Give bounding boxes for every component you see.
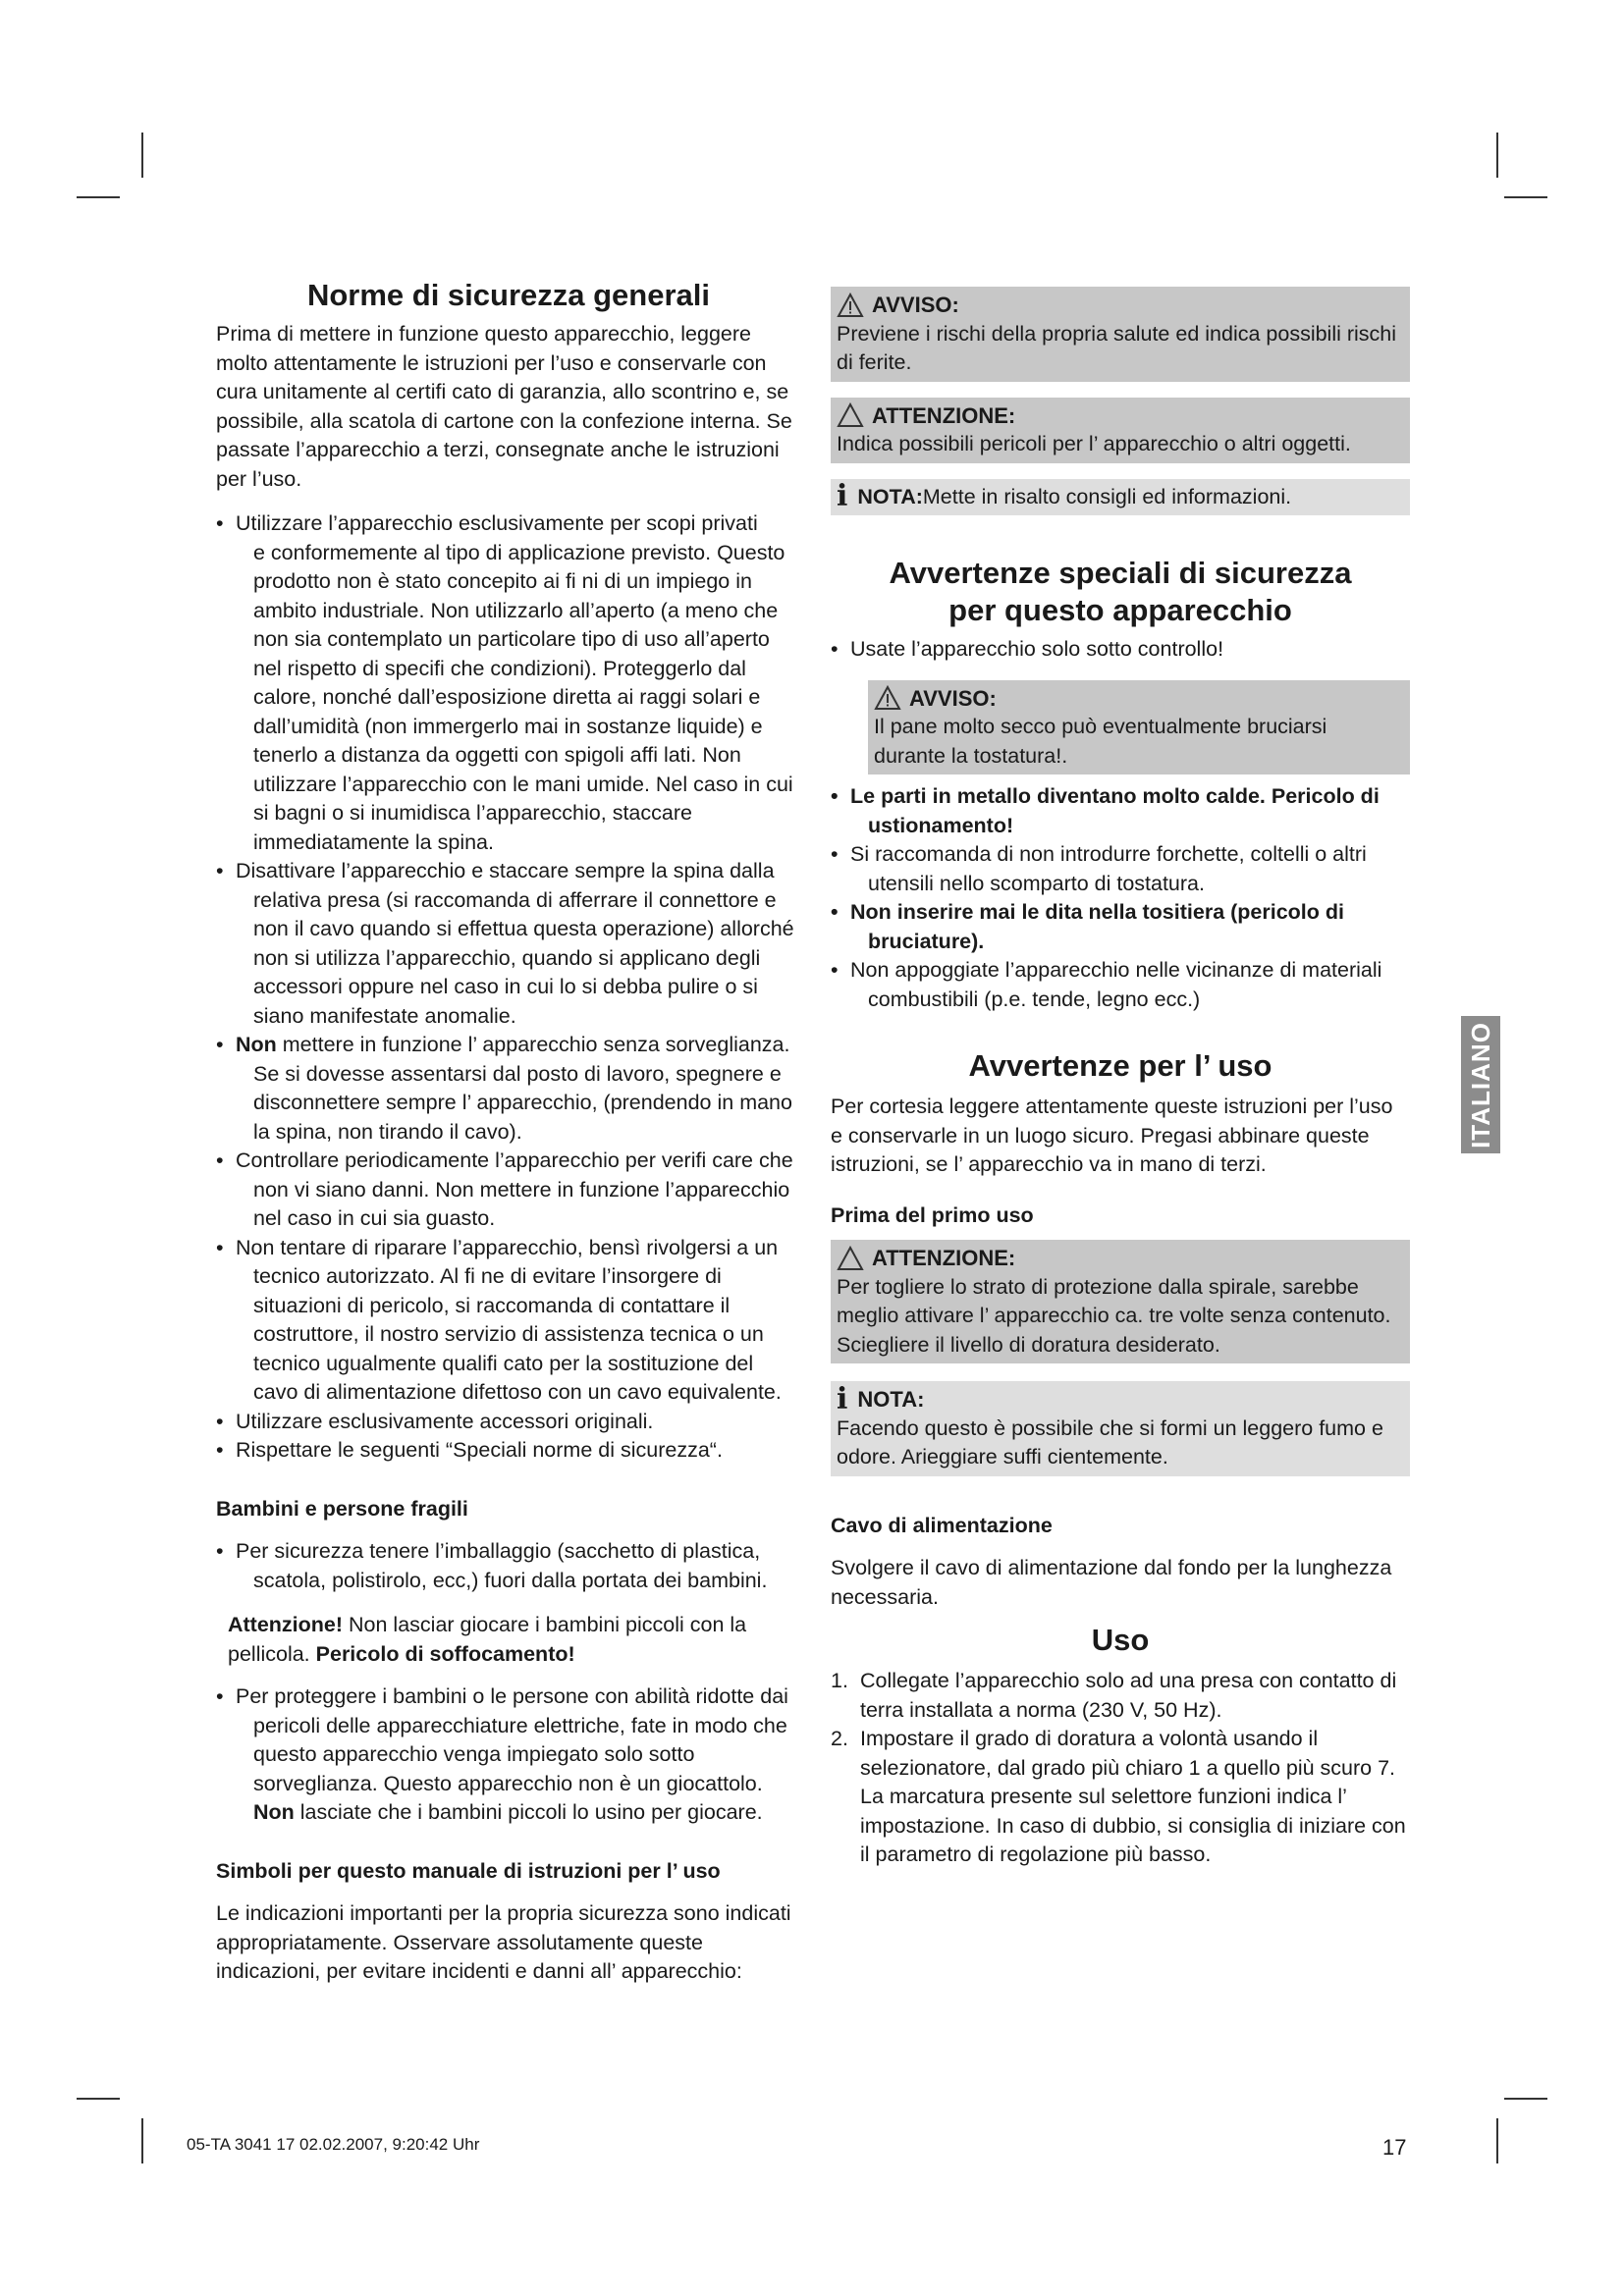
crop-mark — [1496, 133, 1498, 178]
protect-list — [216, 1682, 801, 1828]
list-item: • Si raccomanda di non introdurre forchette, coltelli o altri utensili nello scomparto di tostatura. — [831, 840, 1410, 898]
list-item: • Le parti in metallo diventano molto calde. Pericolo di ustionamento! — [831, 782, 1410, 840]
list-item: • Utilizzare l’apparecchio esclusivamente per scopi privati e conformemente al tipo di applicazione previsto. Questo prodotto non è stato concepito ai fi ni di un impiego in ambito industriale. Non utilizzarlo all’aperto (a meno che non sia contemplato un particolare tipo di uso all’aperto nel rispetto di specifi che condizioni). Proteggerlo dal calore, nonché dall’esposizione diretta ai raggi solari e dall’umidità (non immergerlo mai in sostanze liquide) e tenerlo a distanza da oggetti con spigoli affi lati. Non utilizzare l’apparecchio con le mani umide. Nel caso in cui si bagni o si inumidisca l’apparecchio, staccare immediatamente la spina. — [216, 509, 801, 857]
cable-heading: Cavo di alimentazione — [831, 1513, 1053, 1537]
print-footer: 05-TA 3041 17 02.02.2007, 9:20:42 Uhr — [187, 2135, 480, 2154]
box-title: AVVISO: — [872, 293, 959, 317]
list-item: • Per proteggere i bambini o le persone con abilità ridotte dai pericoli delle apparecchiature elettriche, fate in modo che questo apparecchio venga impiegato solo sotto sorveglianza. Questo apparecchio non è un giocattolo. Non lasciate che i bambini piccoli lo usino per giocare. — [216, 1682, 801, 1828]
list-item: • Non mettere in funzione l’ apparecchio senza sorveglianza. Se si dovesse assentarsi dal posto di lavoro, spegnere e disconnettere sempre l’ apparecchio, (prendendo in mano la spina, non tirando il cavo). — [216, 1031, 801, 1147]
title-line: Avvertenze speciali di sicurezza — [889, 556, 1352, 590]
box-text: Il pane molto secco può eventualmente bruciarsi durante la tostatura!. — [874, 715, 1327, 768]
list-item: 1. Collegate l’apparecchio solo ad una presa con contatto di terra installata a norma (230 V, 50 Hz). — [831, 1669, 1397, 1722]
caution-box — [831, 398, 1410, 463]
warning-box-toast — [868, 680, 1410, 775]
note-box-first-use — [831, 1381, 1410, 1476]
children-heading: Bambini e persone fragili — [216, 1496, 468, 1521]
crop-mark — [1496, 2118, 1498, 2163]
symbols-paragraph: Le indicazioni importanti per la propria sicurezza sono indicati appropriatamente. Osservare assolutamente queste indicazioni, per evitare incidenti e danni all’ apparecchio: — [216, 1901, 791, 1983]
list-item: 2. Impostare il grado di doratura a volontà usando il selezionatore, dal grado più chiaro 1 a quello più scuro 7. La marcatura presente sul selettore funzioni indica l’ impostazione. In caso di dubbio, si consiglia di iniziare con il parametro di regolazione più basso. — [831, 1727, 1406, 1866]
section-title-usage-notes: Avvertenze per l’ uso — [968, 1048, 1272, 1083]
language-tab — [1461, 1016, 1500, 1153]
note-box — [831, 479, 1410, 516]
list-item: • Non tentare di riparare l’apparecchio, bensì rivolgersi a un tecnico autorizzato. Al fi ne di evitare l’insorgere di situazioni di pericolo, si raccomanda di contattare il costruttore, il nostro servizio di assistenza tecnica o un tecnico ugualmente qualifi cato per la sostituzione del cavo di alimentazione difettoso con un cavo equivalente. — [216, 1234, 801, 1408]
crop-mark — [77, 2098, 120, 2100]
left-column — [216, 277, 801, 1987]
box-text: Per togliere lo strato di protezione dalla spirale, sarebbe meglio attivare l’ apparecchio ca. tre volte senza contenuto. Sciegliere il livello di doratura desiderato. — [837, 1274, 1391, 1357]
crop-mark — [1504, 196, 1547, 198]
box-text: Mette in risalto consigli ed informazioni. — [922, 484, 1292, 508]
usage-steps — [831, 1667, 1410, 1870]
box-title: NOTA: — [857, 1387, 925, 1412]
intro-paragraph: Prima di mettere in funzione questo apparecchio, leggere molto attentamente le istruzioni per l’uso e conservarle con cura unitamente al certifi cato di garanzia, allo scontrino e, se possibile, alla scatola di cartone con la confezione interna. Se passate l’apparecchio a terzi, consegnate anche le istruzioni per l’uso. — [216, 322, 792, 491]
box-text: Facendo questo è possibile che si formi un leggero fumo e odore. Arieggiare suffi cientemente. — [837, 1415, 1383, 1468]
list-item: • Usate l’apparecchio solo sotto controllo! — [831, 635, 1410, 665]
list-item: • Disattivare l’apparecchio e staccare sempre la spina dalla relativa presa (si raccomanda di afferrare il connettore e non il cavo quando si effettua questa operazione) allorché non si utilizza l’apparecchio, quando si applicano degli accessori oppure nel caso in cui lo si debba pulire o si siano manifestate anomalie. — [216, 857, 801, 1031]
cable-paragraph: Svolgere il cavo di alimentazione dal fondo per la lunghezza necessaria. — [831, 1556, 1392, 1609]
language-tab-label: ITALIANO — [1465, 1021, 1495, 1148]
caution-box-first-use — [831, 1240, 1410, 1363]
section-title-uso: Uso — [1091, 1623, 1150, 1657]
usage-paragraph: Per cortesia leggere attentamente queste istruzioni per l’uso e conservarle in un luogo sicuro. Pregasi abbinare queste istruzioni, se l’ apparecchio va in mano di terzi. — [831, 1095, 1393, 1176]
warning-triangle-icon — [874, 685, 901, 711]
crop-mark — [77, 196, 120, 198]
list-item: • Per sicurezza tenere l’imballaggio (sacchetto di plastica, scatola, polistirolo, ecc,) fuori dalla portata dei bambini. — [216, 1537, 801, 1595]
section-title-general-safety: Norme di sicurezza generali — [306, 278, 711, 312]
box-text: Previene i rischi della propria salute ed indica possibili rischi di ferite. — [837, 321, 1397, 374]
section-title-special-safety — [831, 555, 1410, 629]
box-title: ATTENZIONE: — [872, 402, 1016, 428]
list-item: • Utilizzare esclusivamente accessori originali. — [216, 1408, 801, 1437]
crop-mark — [141, 133, 143, 178]
box-title: NOTA: — [857, 484, 923, 508]
special-bullets-1 — [831, 635, 1410, 665]
caution-triangle-icon — [837, 402, 864, 428]
warning-triangle-icon — [837, 293, 864, 318]
crop-mark — [1504, 2098, 1547, 2100]
safety-bullets — [216, 509, 801, 1466]
right-column — [831, 287, 1410, 1870]
symbols-heading: Simboli per questo manuale di istruzioni per l’ uso — [216, 1858, 721, 1883]
attention-paragraph: Attenzione! Non lasciar giocare i bambini piccoli con la pellicola. Pericolo di soffocamento! — [228, 1613, 747, 1666]
info-icon: i — [837, 1381, 848, 1416]
list-item: • Controllare periodicamente l’apparecchio per verifi care che non vi siano danni. Non mettere in funzione l’apparecchio nel caso in cui sia guasto. — [216, 1147, 801, 1234]
box-title: ATTENZIONE: — [872, 1246, 1016, 1270]
children-list — [216, 1537, 801, 1595]
crop-mark — [141, 2118, 143, 2163]
list-item: • Non inserire mai le dita nella tositiera (pericolo di bruciature). — [831, 898, 1410, 956]
title-line: per questo apparecchio — [948, 593, 1292, 627]
info-icon: i — [837, 479, 848, 514]
box-text: Indica possibili pericoli per l’ apparecchio o altri oggetti. — [837, 432, 1351, 455]
page-number: 17 — [1382, 2135, 1407, 2160]
list-item: • Rispettare le seguenti “Speciali norme di sicurezza“. — [216, 1436, 801, 1466]
box-title: AVVISO: — [909, 685, 997, 711]
special-bullets-2 — [831, 782, 1410, 1014]
warning-box — [831, 287, 1410, 382]
list-item: • Non appoggiate l’apparecchio nelle vicinanze di materiali combustibili (p.e. tende, legno ecc.) — [831, 956, 1410, 1014]
first-use-heading: Prima del primo uso — [831, 1202, 1034, 1227]
caution-triangle-icon — [837, 1246, 864, 1271]
